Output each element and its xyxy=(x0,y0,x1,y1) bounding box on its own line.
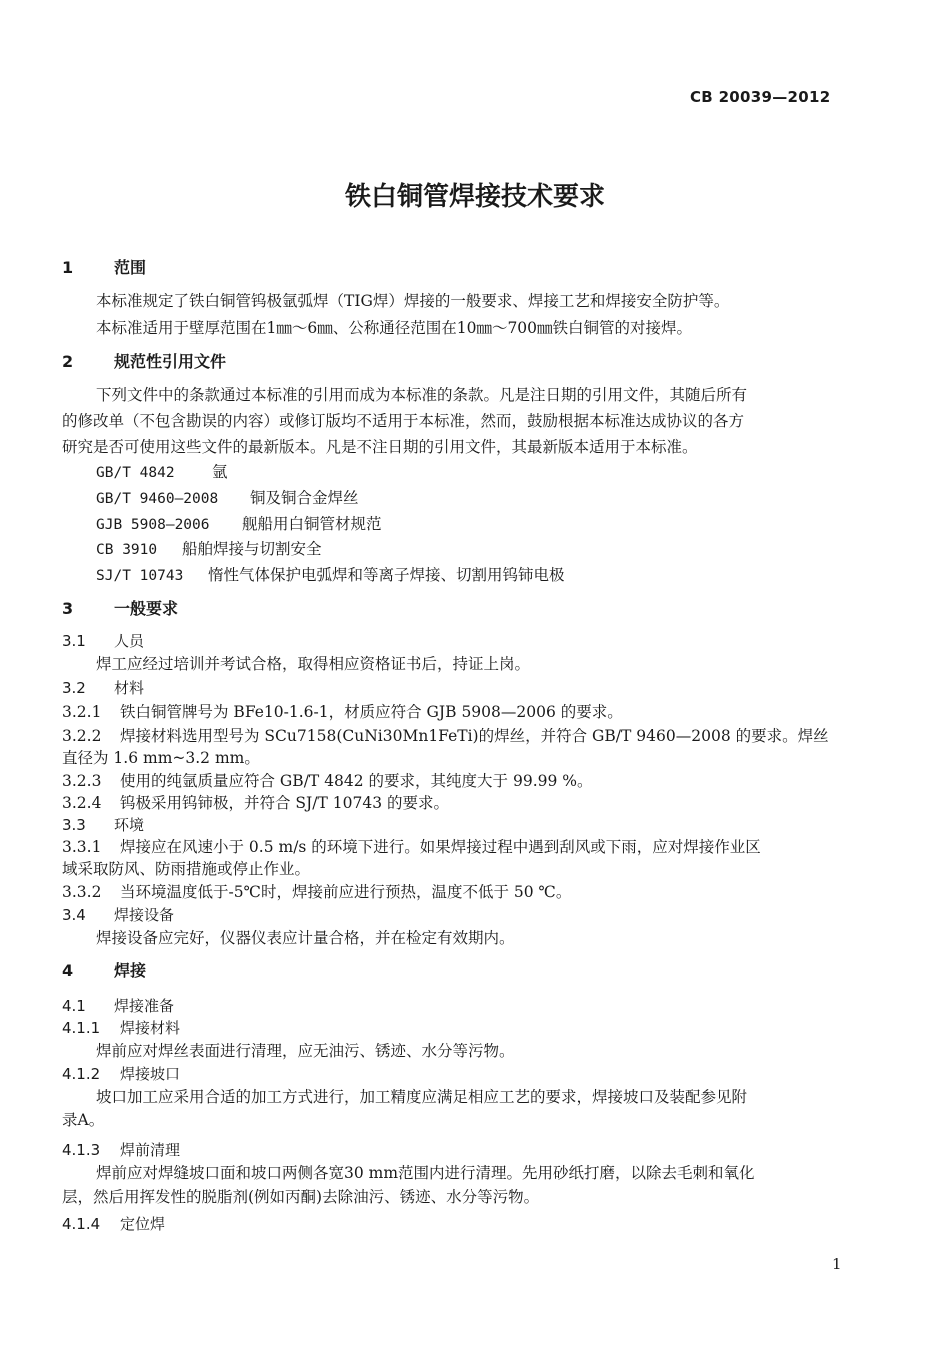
section-3-heading xyxy=(62,599,178,619)
clause-3-3-2 xyxy=(62,882,571,902)
subsection-title: 焊接准备 xyxy=(114,997,175,1015)
subsection-title: 材料 xyxy=(114,679,145,697)
clause-4-1-4-heading xyxy=(62,1214,165,1234)
reference-name: 惰性气体保护电弧焊和等离子焊接、切割用钨铈电极 xyxy=(208,566,565,584)
reference-item xyxy=(96,462,228,483)
subsection-4-1-heading xyxy=(62,996,174,1016)
clause-3-2-4 xyxy=(62,793,449,813)
clause-text: 钨极采用钨铈极，并符合 SJ/T 10743 的要求。 xyxy=(120,794,449,812)
paragraph: 层，然后用挥发性的脱脂剂(例如丙酮)去除油污、锈迹、水分等污物。 xyxy=(62,1188,540,1206)
paragraph: 的修改单（不包含勘误的内容）或修订版均不适用于本标准，然而，鼓励根据本标准达成协议的各方 xyxy=(62,412,745,430)
page-title: 铁白铜管焊接技术要求 xyxy=(344,182,605,212)
paragraph: 本标准规定了铁白铜管钨极氩弧焊（TIG焊）焊接的一般要求、焊接工艺和焊接安全防护等。 xyxy=(96,292,730,310)
section-title: 一般要求 xyxy=(114,599,179,618)
reference-item xyxy=(96,488,359,509)
subsection-title: 人员 xyxy=(114,632,145,650)
reference-name: 铜及铜合金焊丝 xyxy=(250,489,359,507)
section-title: 范围 xyxy=(114,258,147,277)
paragraph: 焊前应对焊丝表面进行清理，应无油污、锈迹、水分等污物。 xyxy=(96,1042,515,1060)
clause-number: 4.1.2 xyxy=(62,1065,101,1083)
reference-code: SJ/T 10743 xyxy=(96,568,184,584)
clause-text: 铁白铜管牌号为 BFe10-1.6-1，材质应符合 GJB 5908—2006 的要求。 xyxy=(120,703,623,721)
clause-title: 焊接坡口 xyxy=(120,1065,181,1083)
reference-name: 舰船用白铜管材规范 xyxy=(242,515,382,533)
clause-text: 当环境温度低于-5℃时，焊接前应进行预热，温度不低于 50 ℃。 xyxy=(120,883,572,901)
clause-title: 定位焊 xyxy=(120,1215,166,1233)
clause-text: 焊接应在风速小于 0.5 m/s 的环境下进行。如果焊接过程中遇到刮风或下雨，应对焊接作业区 xyxy=(120,838,761,856)
section-title: 规范性引用文件 xyxy=(114,352,227,371)
clause-number: 3.2.3 xyxy=(62,772,102,790)
section-title: 焊接 xyxy=(114,961,147,980)
reference-code: GJB 5908—2006 xyxy=(96,517,210,533)
clause-number: 3.2.4 xyxy=(62,794,102,812)
paragraph: 下列文件中的条款通过本标准的引用而成为本标准的条款。凡是注日期的引用文件，其随后所有 xyxy=(96,386,748,404)
clause-3-2-3 xyxy=(62,771,593,791)
clause-number: 3.2.2 xyxy=(62,727,102,745)
subsection-3-3-heading xyxy=(62,815,144,835)
clause-title: 焊接材料 xyxy=(120,1019,181,1037)
paragraph: 域采取防风、防雨措施或停止作业。 xyxy=(62,860,311,878)
clause-number: 4.1.3 xyxy=(62,1141,101,1159)
paragraph: 研究是否可使用这些文件的最新版本。凡是不注日期的引用文件，其最新版本适用于本标准。 xyxy=(62,438,698,456)
clause-number: 3.2.1 xyxy=(62,703,102,721)
reference-item xyxy=(96,514,382,535)
paragraph: 焊工应经过培训并考试合格，取得相应资格证书后，持证上岗。 xyxy=(96,655,531,673)
reference-code: CB 3910 xyxy=(96,542,158,558)
subsection-3-2-heading xyxy=(62,678,144,698)
standard-number: CB 20039—2012 xyxy=(690,88,831,106)
subsection-number: 3.3 xyxy=(62,816,86,834)
clause-4-1-3-heading xyxy=(62,1140,180,1160)
subsection-number: 3.1 xyxy=(62,632,86,650)
clause-text: 使用的纯氩质量应符合 GB/T 4842 的要求，其纯度大于 99.99 %。 xyxy=(120,772,593,790)
subsection-3-1-heading xyxy=(62,631,144,651)
clause-4-1-2-heading xyxy=(62,1064,180,1084)
reference-code: GB/T 9460—2008 xyxy=(96,491,219,507)
clause-number: 3.3.1 xyxy=(62,838,102,856)
section-number: 2 xyxy=(62,352,74,371)
subsection-number: 3.2 xyxy=(62,679,86,697)
subsection-number: 3.4 xyxy=(62,906,86,924)
section-number: 4 xyxy=(62,961,74,980)
clause-number: 4.1.1 xyxy=(62,1019,101,1037)
paragraph: 焊前应对焊缝坡口面和坡口两侧各宽30 mm范围内进行清理。先用砂纸打磨，以除去毛刺和氧化 xyxy=(96,1164,755,1182)
paragraph: 坡口加工应采用合适的加工方式进行，加工精度应满足相应工艺的要求，焊接坡口及装配参见附 xyxy=(96,1088,748,1106)
page-number: 1 xyxy=(832,1255,842,1273)
reference-item xyxy=(96,539,322,560)
clause-3-2-1 xyxy=(62,702,623,722)
subsection-number: 4.1 xyxy=(62,997,86,1015)
clause-3-3-1 xyxy=(62,837,761,857)
paragraph: 焊接设备应完好，仪器仪表应计量合格，并在检定有效期内。 xyxy=(96,929,515,947)
paragraph: 录A。 xyxy=(62,1111,105,1129)
clause-4-1-1-heading xyxy=(62,1018,180,1038)
subsection-3-4-heading xyxy=(62,905,174,925)
clause-title: 焊前清理 xyxy=(120,1141,181,1159)
paragraph: 直径为 1.6 mm~3.2 mm。 xyxy=(62,749,260,767)
reference-item xyxy=(96,565,565,586)
section-4-heading xyxy=(62,961,146,981)
clause-3-2-2 xyxy=(62,726,829,746)
section-2-heading xyxy=(62,352,226,372)
paragraph: 本标准适用于壁厚范围在1㎜～6㎜、公称通径范围在10㎜～700㎜铁白铜管的对接焊。 xyxy=(96,319,693,337)
reference-name: 船舶焊接与切割安全 xyxy=(182,540,322,558)
section-number: 1 xyxy=(62,258,74,277)
section-number: 3 xyxy=(62,599,74,618)
reference-name: 氩 xyxy=(212,463,228,481)
section-1-heading xyxy=(62,258,146,278)
reference-code: GB/T 4842 xyxy=(96,465,175,481)
clause-number: 4.1.4 xyxy=(62,1215,101,1233)
clause-number: 3.3.2 xyxy=(62,883,102,901)
subsection-title: 焊接设备 xyxy=(114,906,175,924)
subsection-title: 环境 xyxy=(114,816,145,834)
clause-text: 焊接材料选用型号为 SCu7158(CuNi30Mn1FeTi)的焊丝，并符合 GB/T 9460—2008 的要求。焊丝 xyxy=(120,727,829,745)
